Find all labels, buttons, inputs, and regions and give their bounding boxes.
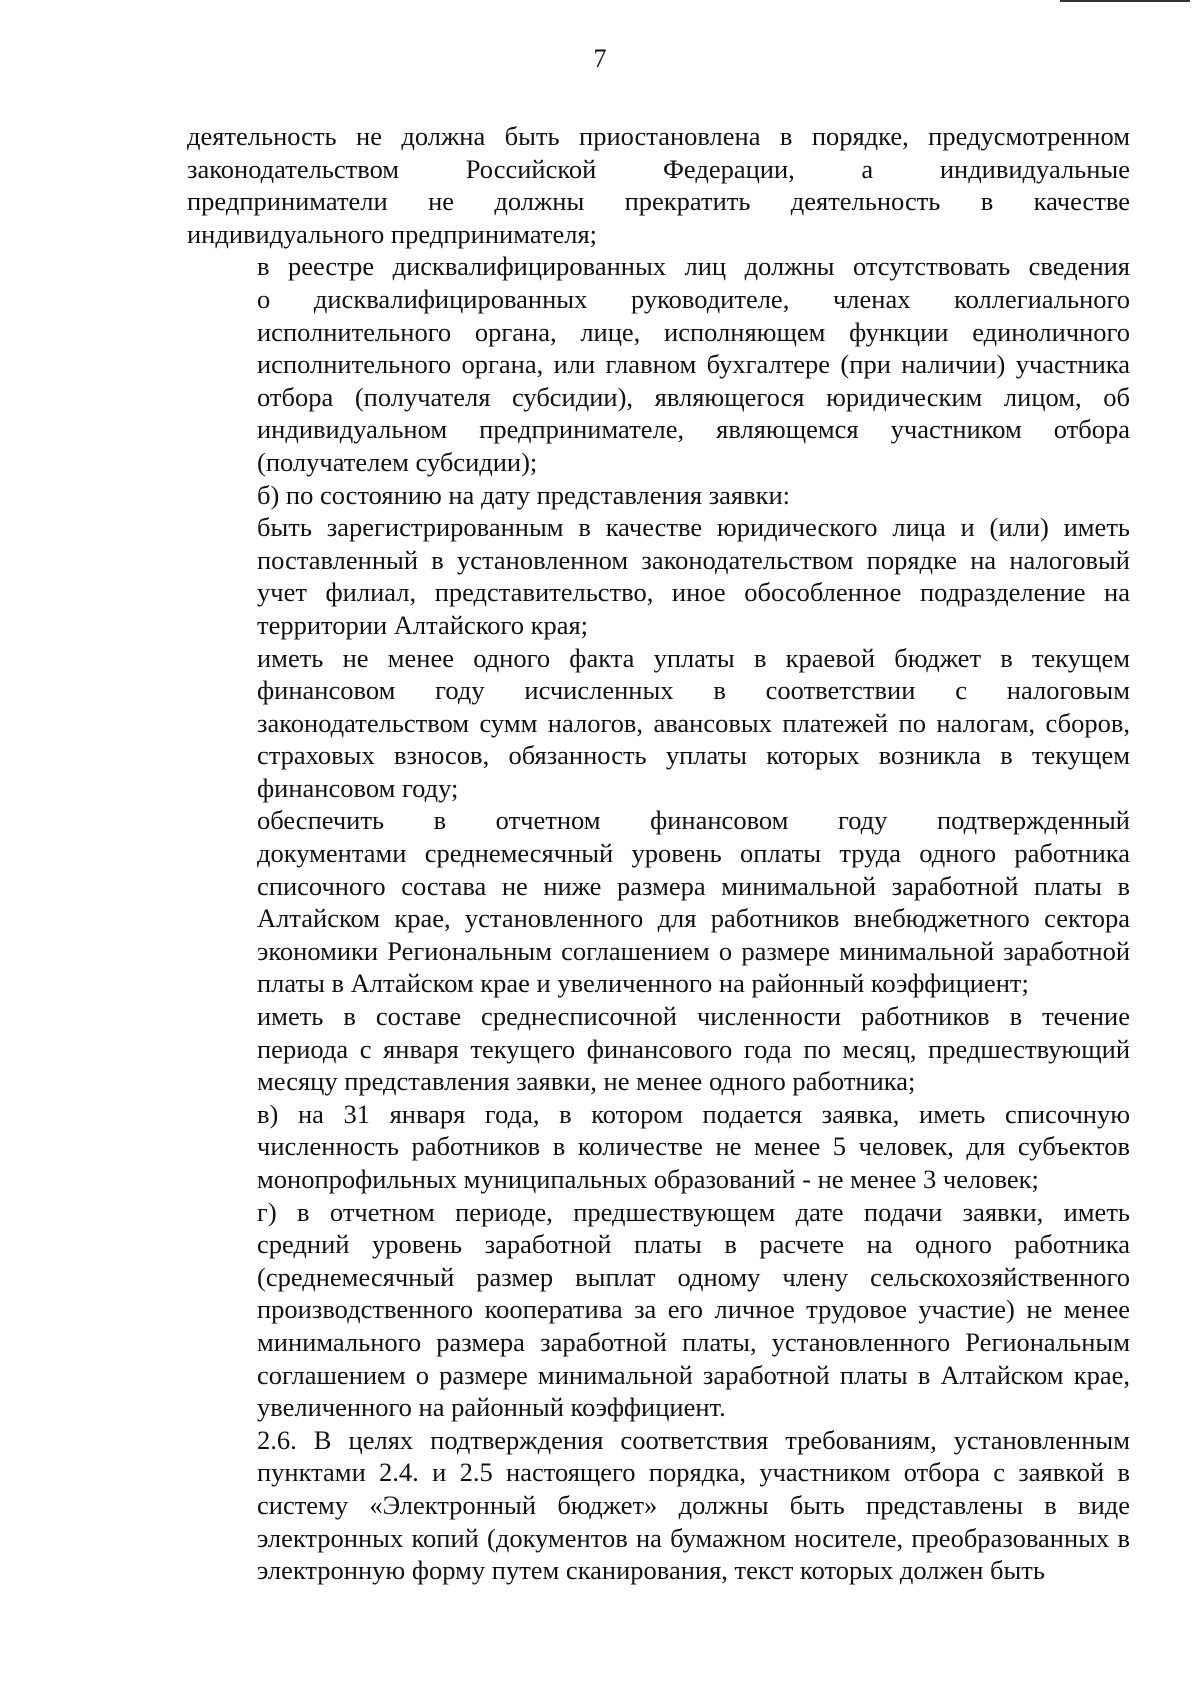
text-line: документами среднемесячный уровень оплаты труда одного работника bbox=[257, 838, 1130, 869]
paragraph bbox=[187, 1424, 1130, 1587]
text-line: периода с января текущего финансового года по месяц, предшествующий bbox=[257, 1033, 1130, 1064]
text-line: 2.6. В целях подтверждения соответствия требованиям, установленным bbox=[257, 1424, 1130, 1455]
text-line: в реестре дисквалифицированных лиц должны отсутствовать сведения bbox=[257, 251, 1130, 282]
text-line: учет филиал, представительство, иное обособленное подразделение на bbox=[257, 577, 1130, 608]
text-line: законодательством Российской Федерации, а индивидуальные bbox=[187, 153, 1130, 184]
text-line: обеспечить в отчетном финансовом году подтвержденный bbox=[257, 805, 1130, 836]
text-line: б) по состоянию на дату представления заявки: bbox=[257, 479, 791, 510]
text-line: платы в Алтайском крае и увеличенного на районный коэффициент; bbox=[257, 968, 1029, 999]
text-line: территории Алтайского края; bbox=[257, 609, 589, 640]
text-line: быть зарегистрированным в качестве юридического лица и (или) иметь bbox=[257, 512, 1130, 543]
text-line: деятельность не должна быть приостановлена в порядке, предусмотренном bbox=[187, 121, 1130, 151]
text-line: списочного состава не ниже размера минимальной заработной платы в bbox=[257, 870, 1130, 901]
text-line: финансовом году исчисленных в соответствии с налоговым bbox=[257, 675, 1130, 706]
paragraph bbox=[187, 804, 1130, 1000]
text-line: Алтайском крае, установленного для работников внебюджетного сектора bbox=[257, 903, 1130, 934]
text-line: законодательством сумм налогов, авансовых платежей по налогам, сборов, bbox=[257, 707, 1130, 738]
text-line: минимального размера заработной платы, установленного Региональным bbox=[257, 1326, 1130, 1357]
text-line: в) на 31 января года, в котором подается заявка, иметь списочную bbox=[257, 1098, 1130, 1129]
document-body bbox=[187, 120, 1130, 1587]
paragraph bbox=[187, 1098, 1130, 1196]
text-line: предприниматели не должны прекратить деятельность в качестве bbox=[187, 186, 1130, 217]
scan-edge-line bbox=[1060, 0, 1190, 2]
text-line: увеличенного на районный коэффициент. bbox=[257, 1392, 726, 1423]
text-line: средний уровень заработной платы в расчете на одного работника bbox=[257, 1229, 1130, 1260]
text-line: отбора (получателя субсидии), являющегося юридическим лицом, об bbox=[257, 381, 1130, 412]
text-line: электронных копий (документов на бумажном носителе, преобразованных в bbox=[257, 1522, 1130, 1553]
paragraph bbox=[187, 120, 1130, 250]
text-line: соглашением о размере минимальной заработной платы в Алтайском крае, bbox=[257, 1359, 1130, 1390]
text-line: финансовом году; bbox=[257, 772, 459, 803]
text-line: иметь в составе среднесписочной численности работников в течение bbox=[257, 1001, 1130, 1032]
paragraph bbox=[187, 642, 1130, 805]
paragraph bbox=[187, 479, 1130, 512]
text-line: (среднемесячный размер выплат одному члену сельскохозяйственного bbox=[257, 1261, 1130, 1292]
paragraph bbox=[187, 1196, 1130, 1424]
page-number: 7 bbox=[593, 44, 607, 73]
text-line: индивидуального предпринимателя; bbox=[187, 218, 598, 249]
text-line: г) в отчетном периоде, предшествующем дате подачи заявки, иметь bbox=[257, 1196, 1130, 1227]
text-line: систему «Электронный бюджет» должны быть представлены в виде bbox=[257, 1489, 1130, 1520]
text-line: исполнительного органа, лице, исполняющем функции единоличного bbox=[257, 316, 1130, 347]
text-line: месяцу представления заявки, не менее одного работника; bbox=[257, 1066, 916, 1097]
paragraph bbox=[187, 1000, 1130, 1098]
text-line: производственного кооператива за его личное трудовое участие) не менее bbox=[257, 1294, 1130, 1325]
text-line: численность работников в количестве не менее 5 человек, для субъектов bbox=[257, 1131, 1130, 1162]
text-line: монопрофильных муниципальных образований - не менее 3 человек; bbox=[257, 1164, 1039, 1194]
text-line: (получателем субсидии); bbox=[257, 446, 538, 477]
text-line: иметь не менее одного факта уплаты в краевой бюджет в текущем bbox=[257, 642, 1130, 673]
text-line: электронную форму путем сканирования, текст которых должен быть bbox=[257, 1555, 1045, 1586]
text-line: о дисквалифицированных руководителе, членах коллегиального bbox=[257, 283, 1130, 314]
text-line: пунктами 2.4. и 2.5 настоящего порядка, участником отбора с заявкой в bbox=[257, 1457, 1130, 1488]
paragraph bbox=[187, 511, 1130, 641]
text-line: страховых взносов, обязанность уплаты которых возникла в текущем bbox=[257, 740, 1130, 771]
text-line: экономики Региональным соглашением о размере минимальной заработной bbox=[257, 935, 1130, 966]
paragraph bbox=[187, 250, 1130, 478]
text-line: индивидуальном предпринимателе, являющемся участником отбора bbox=[257, 414, 1130, 445]
text-line: поставленный в установленном законодательством порядке на налоговый bbox=[257, 544, 1130, 575]
text-line: исполнительного органа, или главном бухгалтере (при наличии) участника bbox=[257, 349, 1130, 380]
